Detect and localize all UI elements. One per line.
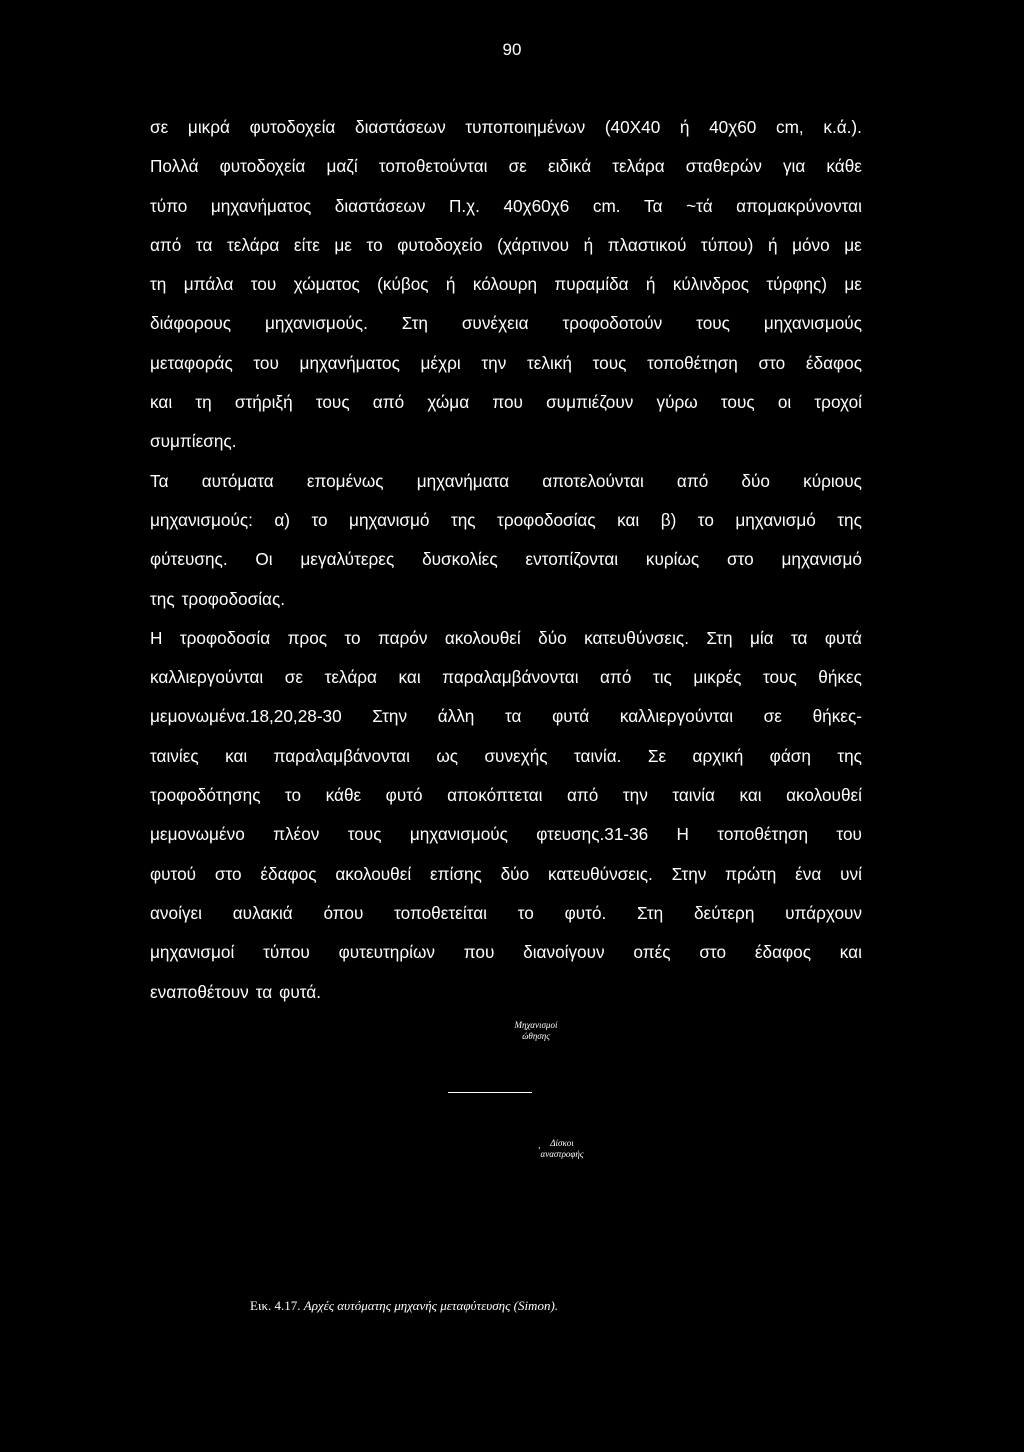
word: στο bbox=[727, 549, 754, 570]
word: Στην bbox=[372, 706, 408, 727]
text-line bbox=[150, 546, 862, 585]
word: τελάρα bbox=[324, 667, 377, 688]
word: φυτοδοχείο bbox=[397, 234, 483, 255]
word: στο bbox=[758, 352, 786, 373]
word: κόλουρη bbox=[472, 274, 538, 295]
word: τις bbox=[652, 667, 672, 688]
word: σε bbox=[284, 667, 304, 688]
figure-label-pushers bbox=[506, 1020, 566, 1042]
word: φυτά bbox=[552, 706, 590, 727]
word: οπές bbox=[633, 942, 671, 963]
word: μηχανισμούς bbox=[763, 313, 862, 334]
word: 40χ60 bbox=[709, 117, 757, 137]
word: τελάρα bbox=[226, 234, 280, 255]
word: αυτόματα bbox=[201, 470, 274, 491]
text-line bbox=[150, 861, 862, 900]
word: μεταφοράς bbox=[150, 352, 233, 373]
text-line bbox=[150, 821, 862, 860]
word: Στη bbox=[706, 627, 733, 648]
word: τροφοδοσία bbox=[179, 627, 271, 648]
word: τα bbox=[195, 234, 213, 255]
word: ειδικά bbox=[547, 156, 592, 177]
word: συμπιέζουν bbox=[546, 392, 634, 413]
word: έδαφος bbox=[805, 352, 862, 373]
word: τοποθέτηση bbox=[717, 824, 809, 845]
word: πλαστικού bbox=[607, 234, 687, 255]
word: κάθε bbox=[325, 785, 362, 806]
word: τελάρα bbox=[612, 156, 665, 177]
word: επίσης bbox=[430, 863, 482, 884]
word: ένα bbox=[795, 863, 822, 884]
word: και bbox=[150, 392, 173, 413]
word: τύπου) bbox=[700, 234, 754, 255]
word: (40Χ40 bbox=[604, 117, 661, 137]
word: ~τά bbox=[686, 195, 713, 216]
word: κύριους bbox=[803, 470, 862, 491]
word: μηχανισμό bbox=[349, 509, 430, 530]
word: ή bbox=[583, 234, 594, 255]
word: ακολουθεί bbox=[335, 863, 412, 884]
word: από bbox=[372, 392, 405, 413]
word: για bbox=[782, 156, 806, 177]
word: τοποθετούνται bbox=[378, 156, 488, 177]
text-line bbox=[150, 703, 862, 742]
word: το bbox=[344, 627, 361, 648]
word: έδαφος bbox=[260, 863, 317, 884]
word: χώμα bbox=[427, 392, 470, 413]
figure-automatic-transplanter bbox=[440, 1010, 680, 1159]
word: κύλινδρος bbox=[672, 274, 749, 295]
word: σταθερών bbox=[685, 156, 762, 177]
word: το bbox=[366, 234, 383, 255]
word: εντοπίζονται bbox=[525, 549, 619, 570]
word: (χάρτινου bbox=[497, 234, 570, 255]
word: μηχανήματος bbox=[299, 352, 400, 373]
word: μαζί bbox=[326, 156, 358, 177]
word: αποκόπτεται bbox=[447, 785, 543, 806]
word: (κύβος bbox=[377, 274, 429, 295]
word: απομακρύνονται bbox=[736, 195, 862, 216]
word: τύπο bbox=[150, 195, 188, 216]
text-line bbox=[150, 350, 862, 389]
word: μπάλα bbox=[183, 274, 234, 295]
word: δύο bbox=[741, 470, 770, 491]
word: καλλιεργούνται bbox=[619, 706, 734, 727]
figure-label-pushers-line-1: Μηχανισμοί bbox=[514, 1020, 558, 1030]
word: άλλη bbox=[437, 706, 475, 727]
word: ανοίγει bbox=[150, 902, 202, 923]
word: υπάρχουν bbox=[785, 902, 862, 923]
word: τους bbox=[720, 392, 755, 413]
word: στο bbox=[214, 863, 242, 884]
word: φάση bbox=[769, 745, 811, 766]
word: τους bbox=[592, 352, 627, 373]
figure-label-pushers-line-2: ώθησης bbox=[522, 1031, 550, 1041]
word: τα bbox=[791, 627, 808, 648]
word: ταινίες bbox=[150, 745, 199, 766]
word: τύρφης) bbox=[766, 274, 828, 295]
word: τοποθετείται bbox=[394, 902, 487, 923]
word: το bbox=[517, 902, 534, 923]
page-number: 90 bbox=[502, 40, 522, 59]
text-line bbox=[150, 193, 862, 232]
word: από bbox=[150, 234, 182, 255]
word: διάφορους bbox=[150, 313, 232, 334]
word: φυτευτηρίων bbox=[338, 942, 435, 963]
word: προς bbox=[287, 627, 328, 648]
word: σε bbox=[763, 706, 782, 727]
word: Η bbox=[150, 627, 163, 648]
word: τους bbox=[315, 392, 350, 413]
word: γύρω bbox=[656, 392, 698, 413]
word: οι bbox=[777, 392, 792, 413]
word: μέχρι bbox=[420, 352, 461, 373]
word: κυρίως bbox=[645, 549, 700, 570]
text-line bbox=[150, 153, 862, 192]
word: μικρές bbox=[693, 667, 742, 688]
word: θήκες- bbox=[812, 706, 862, 727]
word: είτε bbox=[293, 234, 320, 255]
text-line bbox=[150, 939, 862, 978]
word: τους bbox=[696, 313, 730, 334]
word: τροφοδότησης bbox=[150, 785, 261, 806]
word: του bbox=[250, 274, 277, 295]
word: από bbox=[567, 785, 599, 806]
word: δύο bbox=[538, 627, 567, 648]
word: θήκες bbox=[818, 667, 862, 688]
word: την bbox=[622, 785, 648, 806]
word: τη bbox=[195, 392, 212, 413]
word: στήριξή bbox=[234, 392, 293, 413]
word: κατευθύνσεις. bbox=[547, 863, 653, 884]
text-line bbox=[150, 232, 862, 271]
word: Τα bbox=[150, 470, 169, 491]
word: Π.χ. bbox=[448, 195, 480, 216]
word: φυτού bbox=[150, 863, 197, 884]
word: ταινία. bbox=[574, 745, 622, 766]
word: υνί bbox=[840, 863, 862, 884]
word: μηχανισμοί bbox=[150, 942, 235, 963]
figure-label-discs-line-1: Δίσκοι bbox=[550, 1138, 574, 1148]
word: του bbox=[836, 824, 862, 845]
word: τροφοδοτούν bbox=[562, 313, 663, 334]
word: ή bbox=[679, 117, 690, 137]
word: αυλακιά bbox=[232, 902, 293, 923]
word: μόνο bbox=[792, 234, 830, 255]
word: τροχοί bbox=[814, 392, 862, 413]
word: συμπίεσης. bbox=[150, 431, 237, 452]
word: σε bbox=[508, 156, 527, 177]
text-line bbox=[150, 310, 862, 349]
word: και bbox=[225, 745, 248, 766]
word: μηχανήματα bbox=[416, 470, 510, 491]
word: φυτά bbox=[824, 627, 862, 648]
word: ή bbox=[767, 234, 778, 255]
word: τα bbox=[255, 981, 273, 1002]
figure-line bbox=[448, 1092, 532, 1093]
word: παραλαμβάνονται bbox=[442, 667, 579, 688]
text-line bbox=[150, 586, 862, 625]
word: Στη bbox=[401, 313, 428, 334]
word: τελική bbox=[526, 352, 572, 373]
text-line bbox=[150, 271, 862, 310]
text-line bbox=[150, 468, 862, 507]
word: φυτό. bbox=[564, 902, 607, 923]
word: Οι bbox=[255, 549, 273, 570]
word: παραλαμβάνονται bbox=[273, 745, 410, 766]
word: μεμονωμένα.18,20,28-30 bbox=[150, 706, 342, 727]
word: κ.ά.). bbox=[823, 117, 862, 137]
word: φυτά. bbox=[279, 981, 321, 1002]
word: με bbox=[334, 234, 352, 255]
text-line bbox=[150, 507, 862, 546]
word: και bbox=[398, 667, 421, 688]
word: κάθε bbox=[826, 156, 862, 177]
word: μηχανήματος bbox=[210, 195, 312, 216]
word: μηχανισμούς bbox=[409, 824, 508, 845]
word: cm, bbox=[776, 117, 804, 137]
word: συνέχεια bbox=[461, 313, 529, 334]
word: κατευθύνσεις. bbox=[584, 627, 689, 648]
figure-label-discs bbox=[532, 1138, 592, 1160]
figure-pointer-mark: , bbox=[538, 1140, 541, 1150]
word: έδαφος bbox=[754, 942, 811, 963]
word: πρώτη bbox=[725, 863, 777, 884]
figure-label-discs-line-2: αναστροφής bbox=[540, 1149, 584, 1159]
word: μεμονωμένο bbox=[150, 824, 245, 845]
word: ακολουθεί bbox=[786, 785, 862, 806]
word: συνεχής bbox=[484, 745, 548, 766]
word: φυτοδοχεία bbox=[219, 156, 306, 177]
word: εναποθέτουν bbox=[150, 981, 249, 1002]
word: τροφοδοσίας. bbox=[181, 588, 286, 609]
word: του bbox=[253, 352, 279, 373]
word: με bbox=[844, 274, 862, 295]
word: Η bbox=[676, 824, 689, 845]
word: από bbox=[676, 470, 709, 491]
word: και bbox=[839, 942, 862, 963]
word: το bbox=[697, 509, 714, 530]
word: Τα bbox=[644, 195, 663, 216]
text-line bbox=[150, 900, 862, 939]
word: μηχανισμό bbox=[781, 549, 862, 570]
word: τους bbox=[762, 667, 797, 688]
word: τα bbox=[505, 706, 522, 727]
word: διανοίγουν bbox=[523, 942, 605, 963]
word: Σε bbox=[647, 745, 667, 766]
word: ακολουθεί bbox=[444, 627, 521, 648]
word: φυτοδοχεία bbox=[249, 117, 336, 137]
word: Στην bbox=[671, 863, 707, 884]
word: παρόν bbox=[377, 627, 428, 648]
figure-caption-title: Αρχές αυτόματης μηχανής μεταφύτευσης (Simon). bbox=[303, 1298, 559, 1313]
word: δεύτερη bbox=[693, 902, 755, 923]
word: της bbox=[837, 509, 862, 530]
word: τη bbox=[150, 274, 167, 295]
word: που bbox=[463, 942, 495, 963]
word: με bbox=[844, 234, 862, 255]
word: το bbox=[311, 509, 328, 530]
word: επομένως bbox=[306, 470, 384, 491]
word: και bbox=[739, 785, 762, 806]
word: ή bbox=[445, 274, 456, 295]
word: το bbox=[285, 785, 302, 806]
word: φτευσης.31-36 bbox=[536, 824, 649, 845]
word: στο bbox=[699, 942, 727, 963]
body-text bbox=[150, 114, 862, 1018]
word: όπου bbox=[323, 902, 364, 923]
word: της bbox=[150, 588, 175, 609]
text-line bbox=[150, 114, 862, 153]
word: ταινία bbox=[672, 785, 715, 806]
word: μία bbox=[749, 627, 774, 648]
word: cm. bbox=[592, 195, 621, 216]
word: μηχανισμούς: bbox=[150, 509, 253, 530]
word: τους bbox=[347, 824, 382, 845]
text-line bbox=[150, 625, 862, 664]
word: διαστάσεων bbox=[334, 195, 426, 216]
word: την bbox=[481, 352, 507, 373]
word: α) bbox=[274, 509, 291, 530]
figure-caption-number: Εικ. 4.17. bbox=[250, 1298, 301, 1313]
word: που bbox=[492, 392, 523, 413]
word: Πολλά bbox=[150, 156, 199, 177]
word: από bbox=[600, 667, 632, 688]
word: πυραμίδα bbox=[554, 274, 629, 295]
word: 40χ60χ6 bbox=[503, 195, 570, 216]
text-line bbox=[150, 664, 862, 703]
word: αποτελούνται bbox=[542, 470, 644, 491]
word: τοποθέτηση bbox=[647, 352, 738, 373]
text-line bbox=[150, 428, 862, 467]
word: Στη bbox=[637, 902, 664, 923]
word: ή bbox=[645, 274, 656, 295]
word: μηχανισμό bbox=[735, 509, 816, 530]
word: καλλιεργούνται bbox=[150, 667, 264, 688]
text-line bbox=[150, 743, 862, 782]
word: χώματος bbox=[293, 274, 360, 295]
word: σε bbox=[150, 117, 169, 137]
figure-caption bbox=[250, 1298, 810, 1314]
word: δυσκολίες bbox=[422, 549, 498, 570]
word: φυτό bbox=[385, 785, 423, 806]
word: β) bbox=[660, 509, 677, 530]
text-line bbox=[150, 389, 862, 428]
word: φύτευσης. bbox=[150, 549, 228, 570]
word: τυποποιημένων bbox=[465, 117, 586, 137]
word: τροφοδοσίας bbox=[497, 509, 596, 530]
word: ως bbox=[436, 745, 459, 766]
word: διαστάσεων bbox=[355, 117, 446, 137]
word: πλέον bbox=[273, 824, 320, 845]
word: της bbox=[450, 509, 476, 530]
word: μεγαλύτερες bbox=[300, 549, 395, 570]
word: αρχική bbox=[692, 745, 744, 766]
text-line bbox=[150, 782, 862, 821]
word: μηχανισμούς. bbox=[264, 313, 368, 334]
word: τύπου bbox=[263, 942, 310, 963]
word: της bbox=[837, 745, 862, 766]
word: δύο bbox=[500, 863, 530, 884]
word: μικρά bbox=[187, 117, 230, 137]
word: και bbox=[617, 509, 640, 530]
